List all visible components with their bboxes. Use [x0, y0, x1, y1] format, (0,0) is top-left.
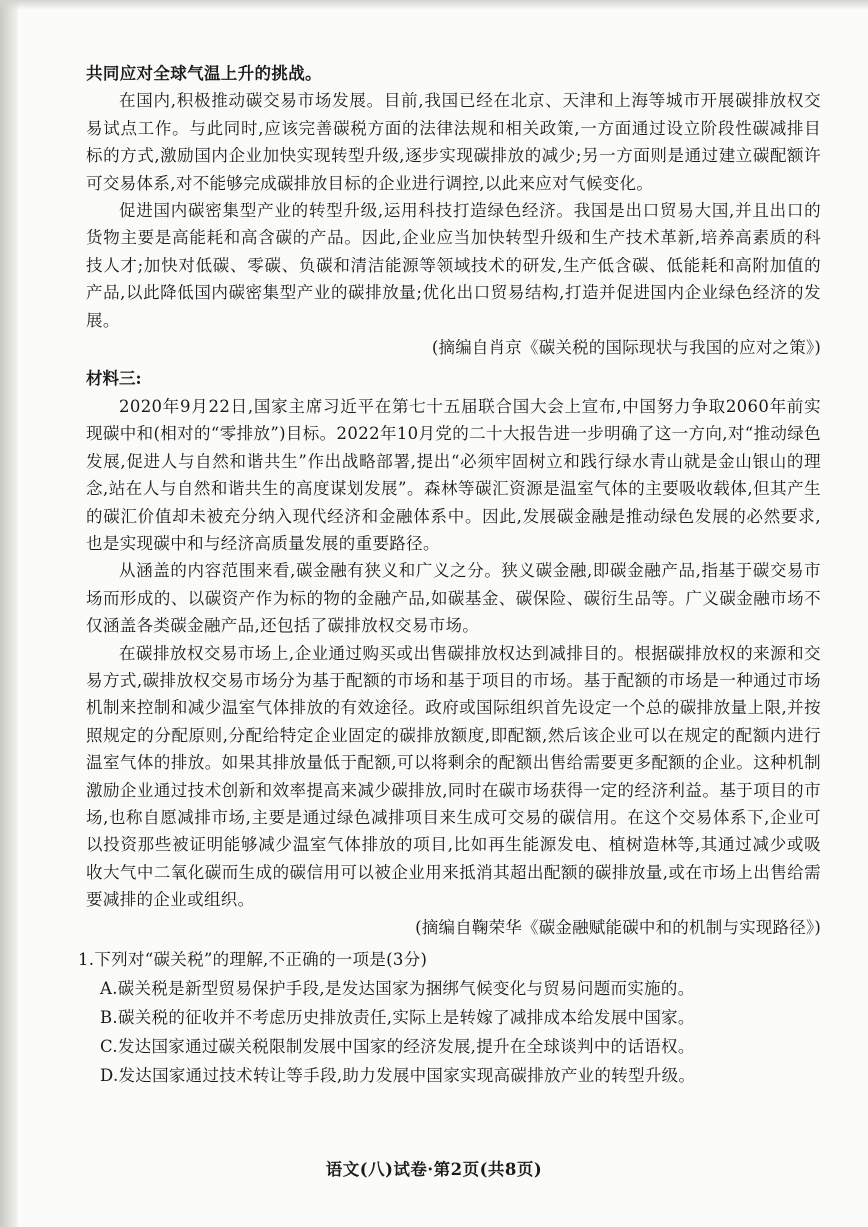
- page-footer: 语文(八)试卷·第2页(共8页): [325, 1160, 543, 1179]
- question-stem: 1.下列对“碳关税”的理解,不正确的一项是(3分): [78, 950, 428, 969]
- option-b: B.碳关税的征收并不考虑历史排放责任,实际上是转嫁了减排成本给发展中国家。: [100, 1008, 695, 1027]
- opening-line: 共同应对全球气温上升的挑战。: [86, 64, 322, 83]
- option-a: A.碳关税是新型贸易保护手段,是发达国家为捆绑气候变化与贸易问题而实施的。: [100, 979, 695, 998]
- option-d: D.发达国家通过技术转让等手段,助力发展中国家实现高碳排放产业的转型升级。: [100, 1066, 696, 1085]
- material-3-heading: 材料三:: [86, 369, 142, 389]
- scan-shadow-left: [0, 0, 18, 1227]
- page-content: [78, 60, 821, 1090]
- scan-shadow-top: [0, 0, 868, 10]
- paragraph-carbon-finance-scope: 从涵盖的内容范围来看,碳金融有狭义和广义之分。狭义碳金融,即碳金融产品,指基于碳交易市场而形成的、以碳资产作为标的物的金融产品,如碳基金、碳保险、碳衍生品等。广义碳金融市场不仅涵盖各类碳金融产品,还包括了碳排放权交易市场。: [86, 561, 821, 636]
- paragraph-emission-trading: 在碳排放权交易市场上,企业通过购买或出售碳排放权达到减排目的。根据碳排放权的来源和交易方式,碳排放权交易市场分为基于配额的市场和基于项目的市场。基于配额的市场是一种通过市场机制来控制和减少温室气体排放的有效途径。政府或国际组织首先设定一个总的碳排放量上限,并按照规定的分配原则,分配给特定企业固定的碳排放额度,即配额,然后该企业可以在规定的配额内进行温室气体的排放。如果其排放量低于配额,可以将剩余的配额出售给需要更多配额的企业。这种机制激励企业通过技术创新和效率提高来减少碳排放,同时在碳市场获得一定的经济利益。基于项目的市场,也称自愿减排市场,主要是通过绿色减排项目来生成可交易的碳信用。在这个交易体系下,企业可以投资那些被证明能够减少温室气体排放的项目,比如再生能源发电、植树造林等,其通过减少或吸收大气中二氧化碳而生成的碳信用可以被企业用来抵消其超出配额的碳排放量,或在市场上出售给需要减排的企业或组织。: [86, 643, 821, 910]
- option-c: C.发达国家通过碳关税限制发展中国家的经济发展,提升在全球谈判中的话语权。: [100, 1037, 695, 1056]
- question-1: [78, 945, 821, 1090]
- paragraph-industry-upgrade: 促进国内碳密集型产业的转型升级,运用科技打造绿色经济。我国是出口贸易大国,并且出口的货物主要是高能耗和高含碳的产品。因此,企业应当加快转型升级和生产技术革新,培养高素质的科技人才;加快对低碳、零碳、负碳和清洁能源等领域技术的研发,生产低含碳、低能耗和高附加值的产品,以此降低国内碳密集型产业的碳排放量;优化出口贸易结构,打造并促进国内企业绿色经济的发展。: [86, 201, 821, 330]
- source-citation-2: (摘编自鞠荣华《碳金融赋能碳中和的机制与实现路径》): [415, 917, 821, 937]
- paragraph-carbon-neutrality: 2020年9月22日,国家主席习近平在第七十五届联合国大会上宣布,中国努力争取2060年前实现碳中和(相对的“零排放”)目标。2022年10月党的二十大报告进一步明确了这一方向,对“推动绿色发展,促进人与自然和谐共生”作出战略部署,提出“必须牢固树立和践行绿水青山就是金山银山的理念,站在人与自然和谐共生的高度谋划发展”。森林等碳汇资源是温室气体的主要吸收载体,但其产生的碳汇价值却未被充分纳入现代经济和金融体系中。因此,发展碳金融是推动绿色发展的必然要求,也是实现碳中和与经济高质量发展的重要路径。: [86, 396, 821, 553]
- source-citation-1: (摘编自肖京《碳关税的国际现状与我国的应对之策》): [431, 338, 821, 358]
- paragraph-domestic-carbon-market: 在国内,积极推动碳交易市场发展。目前,我国已经在北京、天津和上海等城市开展碳排放权交易试点工作。与此同时,应该完善碳税方面的法律法规和相关政策,一方面通过设立阶段性碳减排目标的方式,激励国内企业加快实现转型升级,逐步实现碳排放的减少;另一方面则是通过建立碳配额许可交易体系,对不能够完成碳排放目标的企业进行调控,以此来应对气候变化。: [86, 91, 821, 193]
